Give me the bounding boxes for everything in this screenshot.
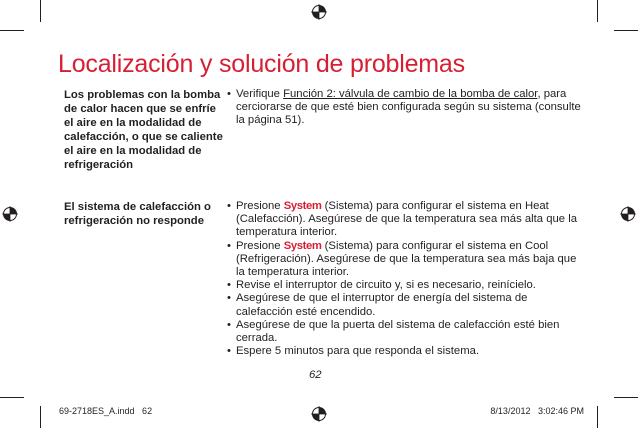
crop-mark	[0, 30, 24, 31]
solution-item	[227, 279, 587, 292]
system-button-label: System	[283, 200, 322, 212]
solution-item	[227, 200, 587, 240]
problem-no-response: El sistema de calefacción o refrigeración no responde	[64, 201, 211, 227]
page-title: Localización y solución de problemas	[58, 50, 465, 78]
solution-text: Verifique	[236, 88, 284, 100]
crop-mark	[597, 406, 598, 428]
registration-mark-icon	[311, 4, 327, 20]
solution-text: (Sistema) para configurar el sistema en Heat (Calefacción). Asegúrese de que la temperatura sea más alta que la temperatura interior.	[236, 200, 577, 239]
solution-text: Asegúrese de que el interruptor de energía del sistema de calefacción esté encendido.	[236, 292, 528, 318]
solution-text: , para cerciorarse de que esté bien configurada según su sistema (consulte la página 51).	[236, 88, 581, 127]
solution-text: Espere 5 minutos para que responda el sistema.	[236, 345, 480, 358]
solution-text: Asegúrese de que la puerta del sistema de calefacción esté bien cerrada.	[236, 318, 560, 345]
solution-list-heat-pump	[227, 88, 587, 128]
problem-heat-pump: Los problemas con la bomba de calor hacen que se enfríe el aire en la modalidad de calefacción, o que se caliente el aire en la modalidad de refrigeración	[64, 89, 223, 171]
crop-mark	[614, 397, 638, 398]
crop-mark	[40, 406, 41, 428]
page-number: 62	[309, 369, 322, 381]
solution-text: (Sistema) para configurar el sistema en Cool (Refrigeración). Asegúrese de que la temperatura sea más baja que la temperatura interior.	[236, 239, 577, 279]
solution-list-no-response	[227, 200, 587, 358]
bullet: •	[227, 292, 231, 305]
bullet: •	[227, 200, 231, 212]
registration-mark-icon	[311, 406, 327, 422]
bullet: •	[227, 279, 231, 292]
solution-item	[227, 345, 587, 358]
bullet: •	[227, 239, 231, 252]
solution-text: Revise el interruptor de circuito y, si es necesario, reinícielo.	[236, 279, 536, 292]
registration-mark-icon	[620, 206, 636, 222]
bullet: •	[227, 345, 231, 358]
bullet: •	[227, 318, 231, 331]
function-reference-link[interactable]: Función 2: válvula de cambio de la bomba de calor	[283, 88, 538, 100]
slug-filename: 69-2718ES_A.indd 62	[59, 406, 153, 416]
system-button-label: System	[283, 239, 322, 252]
solution-text: Presione	[236, 200, 284, 212]
slug-timestamp: 8/13/2012 3:02:46 PM	[490, 406, 584, 416]
solution-text: Presione	[236, 239, 284, 252]
crop-mark	[0, 397, 24, 398]
crop-mark	[597, 0, 598, 22]
crop-mark	[614, 30, 638, 31]
solution-item	[227, 240, 587, 280]
solution-item	[227, 292, 587, 318]
solution-item	[227, 88, 587, 128]
bullet: •	[227, 88, 231, 100]
registration-mark-icon	[2, 206, 18, 222]
solution-item	[227, 319, 587, 345]
crop-mark	[40, 0, 41, 22]
